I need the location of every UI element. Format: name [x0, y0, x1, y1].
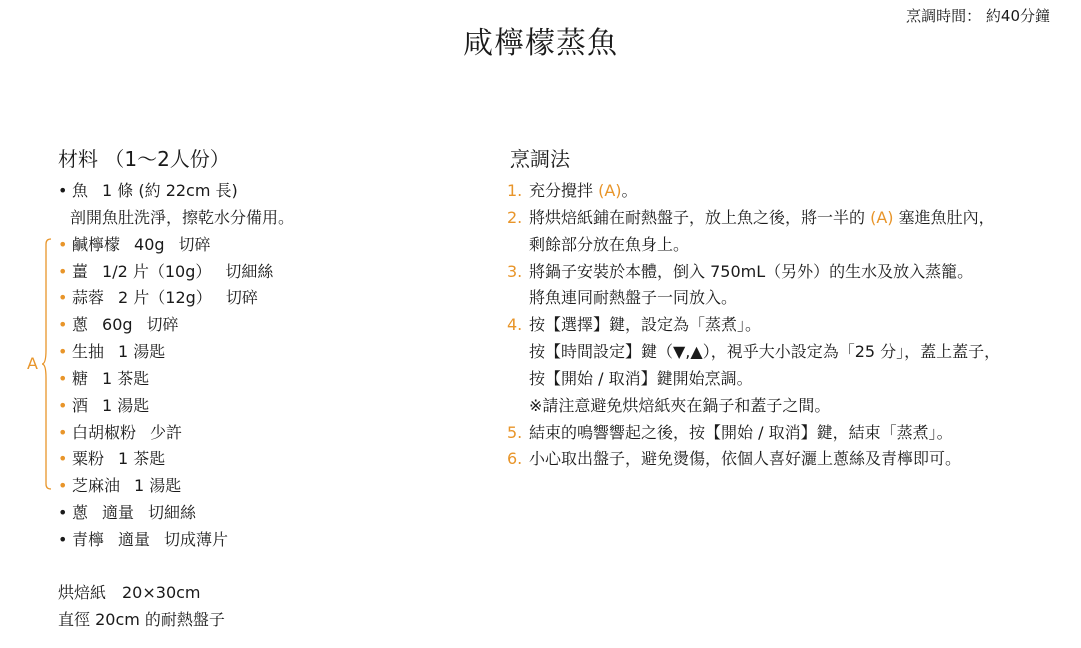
ingredient-item [58, 420, 294, 447]
ingredient-name: 糖 [72, 368, 89, 388]
ingredient-name: 蒜蓉 [72, 288, 105, 308]
step-text: 結束的鳴響響起之後，按【開始 / 取消】鍵，結束「蒸煮」。 [529, 422, 953, 442]
group-a-bracket [42, 238, 52, 490]
ingredient-detail: 1 湯匙 [102, 395, 150, 415]
ingredient-detail: 適量 [102, 503, 135, 523]
ingredient-name: 蔥 [72, 315, 89, 335]
ingredients-heading: 材料 （1～2人份） [58, 147, 230, 171]
step-number: 1. [507, 181, 523, 200]
step-text: 充分攪拌 [529, 181, 599, 200]
ingredient-item [58, 259, 294, 286]
ingredient-item [58, 312, 294, 339]
step-text: 將魚連同耐熱盤子一同放入。 [529, 288, 738, 308]
ingredient-name: 生抽 [72, 342, 105, 362]
step-number: 6. [507, 449, 523, 469]
bullet-icon: • [58, 395, 68, 415]
ingredient-detail: 40g [134, 234, 165, 254]
step-text: 塞進魚肚內， [893, 207, 995, 227]
step-line [507, 259, 1000, 286]
ingredient-item [58, 500, 294, 527]
ingredient-name: 青檸 [72, 529, 105, 549]
step-text: 將烘焙紙鋪在耐熱盤子，放上魚之後，將一半的 [529, 207, 871, 227]
ingredient-name: 魚 [72, 181, 89, 200]
step-number: 2. [507, 207, 523, 227]
ingredient-detail: 2 片（12g） [118, 288, 212, 308]
ingredient-detail: 1/2 片（10g） [102, 261, 212, 281]
ingredient-name: 鹹檸檬 [72, 234, 121, 254]
bullet-icon: • [58, 529, 68, 549]
ingredient-name: 蔥 [72, 503, 89, 523]
step-text: ※請注意避免烘焙紙夾在鍋子和蓋子之間。 [529, 395, 831, 415]
ingredient-item [58, 393, 294, 420]
step-line [507, 312, 1000, 339]
ingredient-name: 酒 [72, 395, 89, 415]
ingredient-detail: 切碎 [146, 315, 179, 335]
ingredient-detail: 1 茶匙 [118, 449, 166, 469]
bullet-icon: • [58, 503, 68, 523]
step-text: 剩餘部分放在魚身上。 [529, 234, 690, 254]
step-line [507, 178, 1000, 205]
step-number: 5. [507, 422, 523, 442]
ingredient-detail: 1 條 (約 22cm 長) [102, 181, 238, 200]
ingredient-name: 粟粉 [72, 449, 105, 469]
method-step [507, 420, 1000, 447]
ingredient-detail: 適量 [118, 529, 151, 549]
bullet-icon: • [58, 288, 68, 308]
ingredient-detail: 1 湯匙 [118, 342, 166, 362]
ingredient-name: 薑 [72, 261, 89, 281]
ingredient-note: 剖開魚肚洗淨，擦乾水分備用。 [70, 207, 295, 227]
bullet-icon: • [58, 422, 68, 442]
bullet-icon: • [58, 234, 68, 254]
tool-item: 直徑 20cm 的耐熱盤子 [58, 609, 225, 629]
ingredient-detail: 切碎 [178, 234, 211, 254]
method-step [507, 312, 1000, 419]
step-line [507, 393, 1000, 420]
step-text: 小心取出盤子，避免燙傷，依個人喜好灑上蔥絲及青檸即可。 [529, 449, 962, 469]
ingredient-item [58, 339, 294, 366]
step-line [507, 446, 1000, 473]
step-text: 按【時間設定】鍵（▼,▲），視乎大小設定為「25 分」，蓋上蓋子， [529, 342, 1001, 362]
step-line [507, 339, 1000, 366]
ingredient-detail: 1 茶匙 [102, 368, 150, 388]
bullet-icon: • [58, 315, 68, 335]
method-step [507, 178, 1000, 205]
ingredient-detail: 少許 [150, 422, 183, 442]
step-line [507, 420, 1000, 447]
ingredient-detail: 1 湯匙 [134, 476, 182, 496]
method-step [507, 205, 1000, 259]
bullet-icon: • [58, 368, 68, 388]
step-number: 4. [507, 315, 523, 335]
ingredient-detail: 切碎 [225, 288, 258, 308]
bullet-icon: • [58, 449, 68, 469]
ingredient-item [58, 285, 294, 312]
step-text: 。 [621, 181, 638, 200]
group-reference: (A) [598, 181, 622, 200]
cook-time: 烹調時間： 約40分鐘 [906, 7, 1050, 25]
tool-item: 烘焙紙 20×30cm [58, 583, 201, 602]
method-step [507, 446, 1000, 473]
step-line [507, 232, 1000, 259]
bullet-icon: • [58, 342, 68, 362]
method-step [507, 259, 1000, 313]
method-steps [507, 178, 1000, 473]
ingredient-item [58, 527, 294, 554]
step-line [507, 366, 1000, 393]
ingredient-detail: 切細絲 [148, 503, 197, 523]
step-number: 3. [507, 261, 523, 281]
method-heading: 烹調法 [510, 147, 570, 171]
ingredients-list [58, 178, 294, 554]
step-text: 按【開始 / 取消】鍵開始烹調。 [529, 368, 753, 388]
ingredient-item [58, 446, 294, 473]
step-line [507, 285, 1000, 312]
ingredient-detail: 60g [102, 315, 133, 335]
step-text: 按【選擇】鍵，設定為「蒸煮」。 [529, 315, 762, 335]
ingredient-item [58, 232, 294, 259]
ingredient-name: 白胡椒粉 [72, 422, 137, 442]
bullet-icon: • [58, 261, 68, 281]
step-text: 將鍋子安裝於本體，倒入 750mL（另外）的生水及放入蒸籠。 [529, 261, 974, 281]
bullet-icon: • [58, 476, 68, 496]
ingredient-name: 芝麻油 [72, 476, 121, 496]
bullet-icon: • [58, 181, 68, 200]
group-reference: (A) [870, 207, 894, 227]
tools-list [58, 580, 225, 634]
ingredient-item [58, 366, 294, 393]
step-line [507, 205, 1000, 232]
ingredient-item [58, 473, 294, 500]
ingredient-detail: 切成薄片 [164, 529, 229, 549]
ingredient-item [58, 178, 294, 205]
group-a-label: A [27, 354, 38, 373]
page-title: 咸檸檬蒸魚 [463, 26, 618, 61]
ingredient-detail: 切細絲 [225, 261, 274, 281]
